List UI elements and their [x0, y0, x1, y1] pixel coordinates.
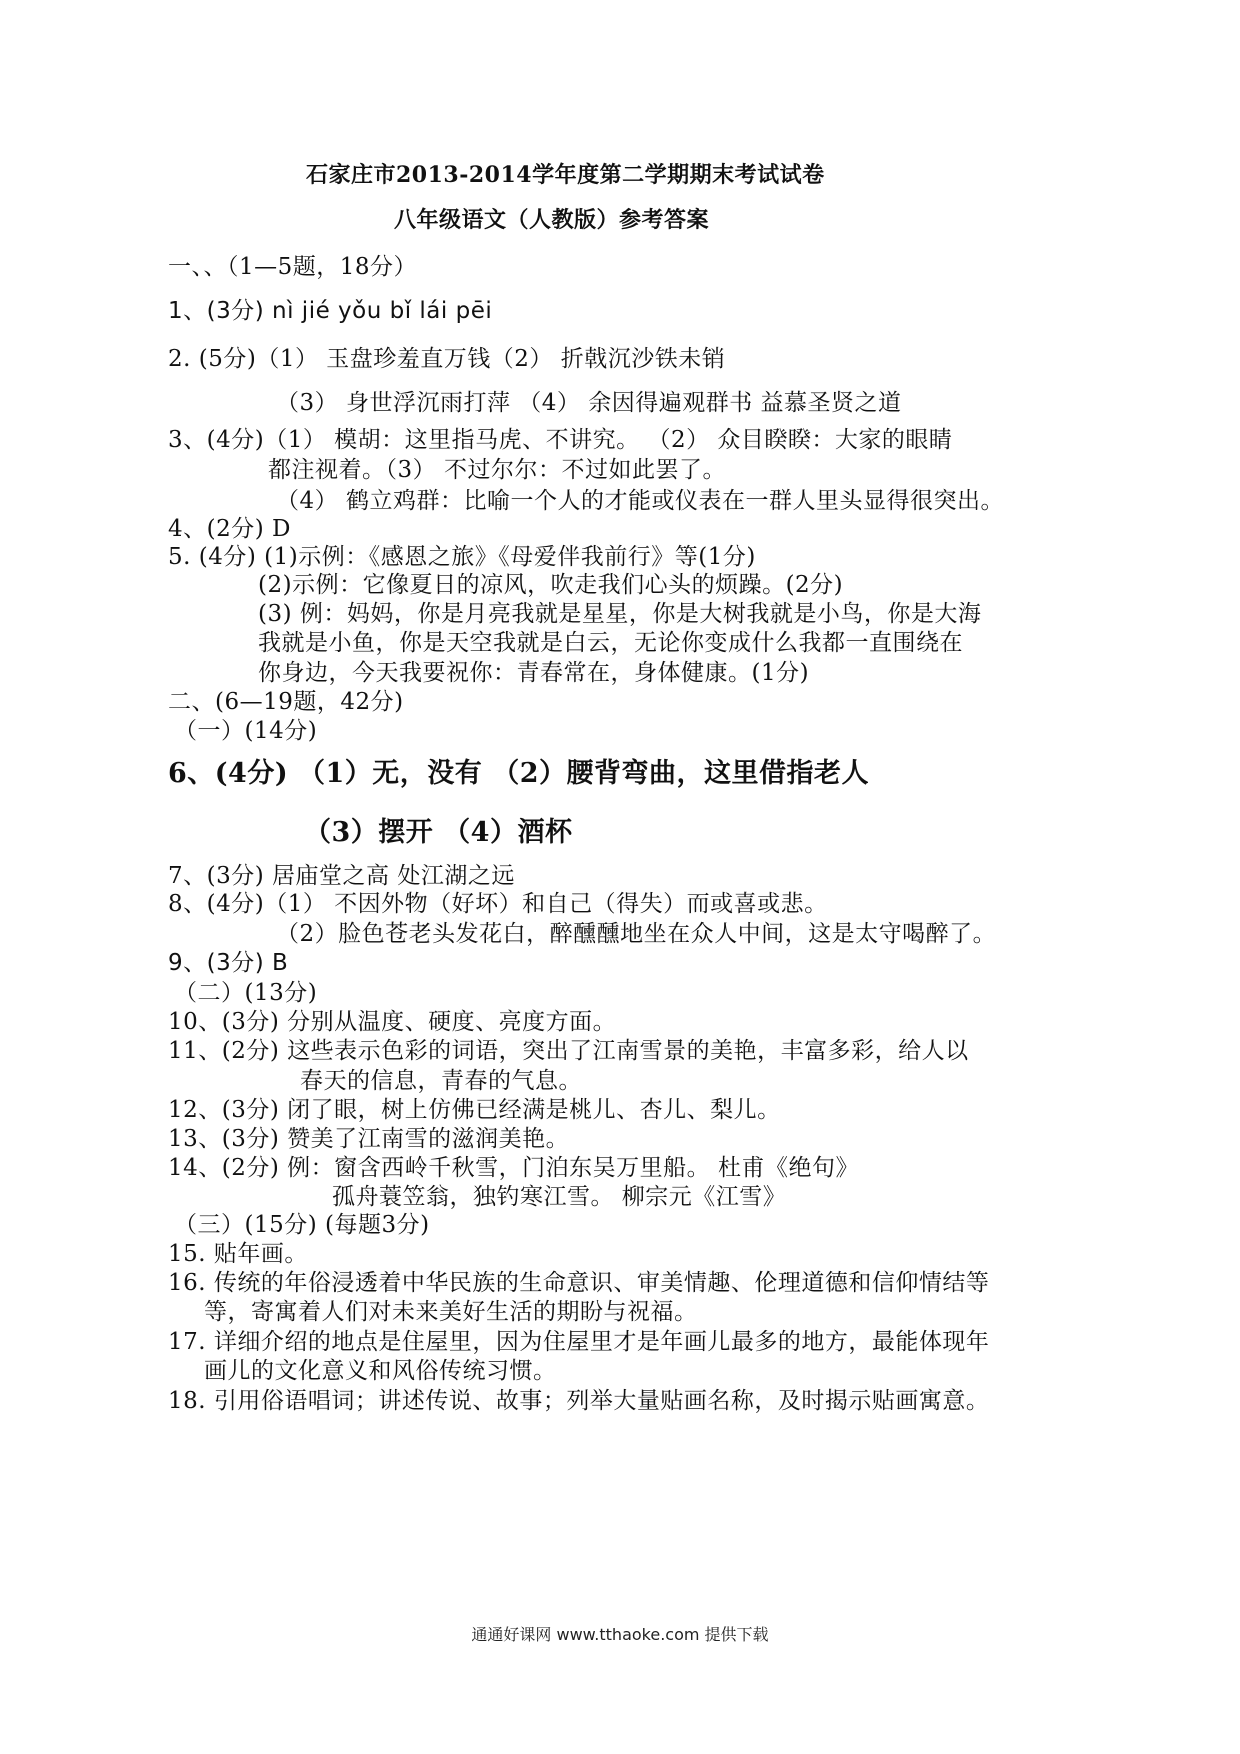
answer-line: (3) 例：妈妈，你是月亮我就是星星，你是大树我就是小鸟，你是大海 — [258, 601, 982, 627]
answer-line: （3）摆开 （4）酒杯 — [304, 817, 573, 848]
answer-line: 14、(2分) 例：窗含西岭千秋雪，门泊东吴万里船。 杜甫《绝句》 — [168, 1155, 859, 1181]
answer-line: 我就是小鱼，你是天空我就是白云，无论你变成什么我都一直围绕在 — [258, 630, 963, 656]
subsection-heading: （一）(14分) — [174, 718, 318, 744]
subsection-heading: （三）(15分) (每题3分) — [174, 1212, 430, 1238]
answer-line: 16. 传统的年俗浸透着中华民族的生命意识、审美情趣、伦理道德和信仰情结等 — [168, 1270, 990, 1296]
answer-line: 18. 引用俗语唱词；讲述传说、故事；列举大量贴画名称，及时揭示贴画寓意。 — [168, 1388, 990, 1414]
answer-line: 你身边，今天我要祝你：青春常在，身体健康。(1分) — [258, 660, 810, 686]
answer-line: 6、(4分) （1）无，没有 （2）腰背弯曲，这里借指老人 — [168, 758, 869, 789]
document-subtitle: 八年级语文（人教版）参考答案 — [394, 207, 710, 233]
answer-line: 17. 详细介绍的地点是住屋里，因为住屋里才是年画儿最多的地方，最能体现年 — [168, 1329, 990, 1355]
answer-line: 15. 贴年画。 — [168, 1241, 308, 1267]
answer-line: 等，寄寓着人们对未来美好生活的期盼与祝福。 — [204, 1299, 698, 1325]
document-title: 石家庄市2013-2014学年度第二学期期末考试试卷 — [306, 162, 825, 188]
answer-line: 1、(3分) nì jié yǒu bǐ lái pēi — [168, 298, 493, 324]
footer-credit: 通通好课网 www.tthaoke.com 提供下载 — [471, 1625, 769, 1644]
answer-line: 2. (5分)（1） 玉盘珍羞直万钱（2） 折戟沉沙铁未销 — [168, 346, 726, 372]
answer-line: （2）脸色苍老头发花白，醉醺醺地坐在众人中间，这是太守喝醉了。 — [276, 921, 997, 947]
answer-line: 11、(2分) 这些表示色彩的词语，突出了江南雪景的美艳，丰富多彩，给人以 — [168, 1038, 969, 1064]
answer-line: 7、(3分) 居庙堂之高 处江湖之远 — [168, 863, 515, 889]
answer-line: （4） 鹤立鸡群：比喻一个人的才能或仪表在一群人里头显得很突出。 — [276, 488, 1004, 514]
answer-line: 4、(2分) D — [168, 516, 291, 542]
section-heading: 二、(6—19题，42分) — [168, 689, 404, 715]
answer-line: 12、(3分) 闭了眼，树上仿佛已经满是桃儿、杏儿、梨儿。 — [168, 1097, 781, 1123]
answer-line: (2)示例：它像夏日的凉风，吹走我们心头的烦躁。(2分) — [258, 572, 844, 598]
section-heading: 一、、（1—5题，18分） — [168, 254, 418, 280]
answer-line: 10、(3分) 分别从温度、硬度、亮度方面。 — [168, 1009, 617, 1035]
answer-line: 5. (4分) (1)示例：《感恩之旅》《母爱伴我前行》等(1分) — [168, 544, 756, 570]
answer-line: 孤舟蓑笠翁，独钓寒江雪。 柳宗元《江雪》 — [332, 1184, 787, 1210]
answer-line: 13、(3分) 赞美了江南雪的滋润美艳。 — [168, 1126, 570, 1152]
answer-line: 画儿的文化意义和风俗传统习惯。 — [204, 1358, 557, 1384]
answer-line: 春天的信息，青春的气息。 — [300, 1068, 582, 1094]
answer-line: 8、(4分)（1） 不因外物（好坏）和自己（得失）而或喜或悲。 — [168, 891, 828, 917]
answer-line: 9、(3分) B — [168, 950, 289, 976]
answer-line: 3、(4分)（1） 模胡：这里指马虎、不讲究。 （2） 众目睽睽：大家的眼睛 — [168, 427, 953, 453]
subsection-heading: （二）(13分) — [174, 980, 318, 1006]
answer-line: 都注视着。（3） 不过尔尔：不过如此罢了。 — [268, 457, 726, 483]
answer-line: （3） 身世浮沉雨打萍 （4） 余因得遍观群书 益慕圣贤之道 — [276, 390, 902, 416]
